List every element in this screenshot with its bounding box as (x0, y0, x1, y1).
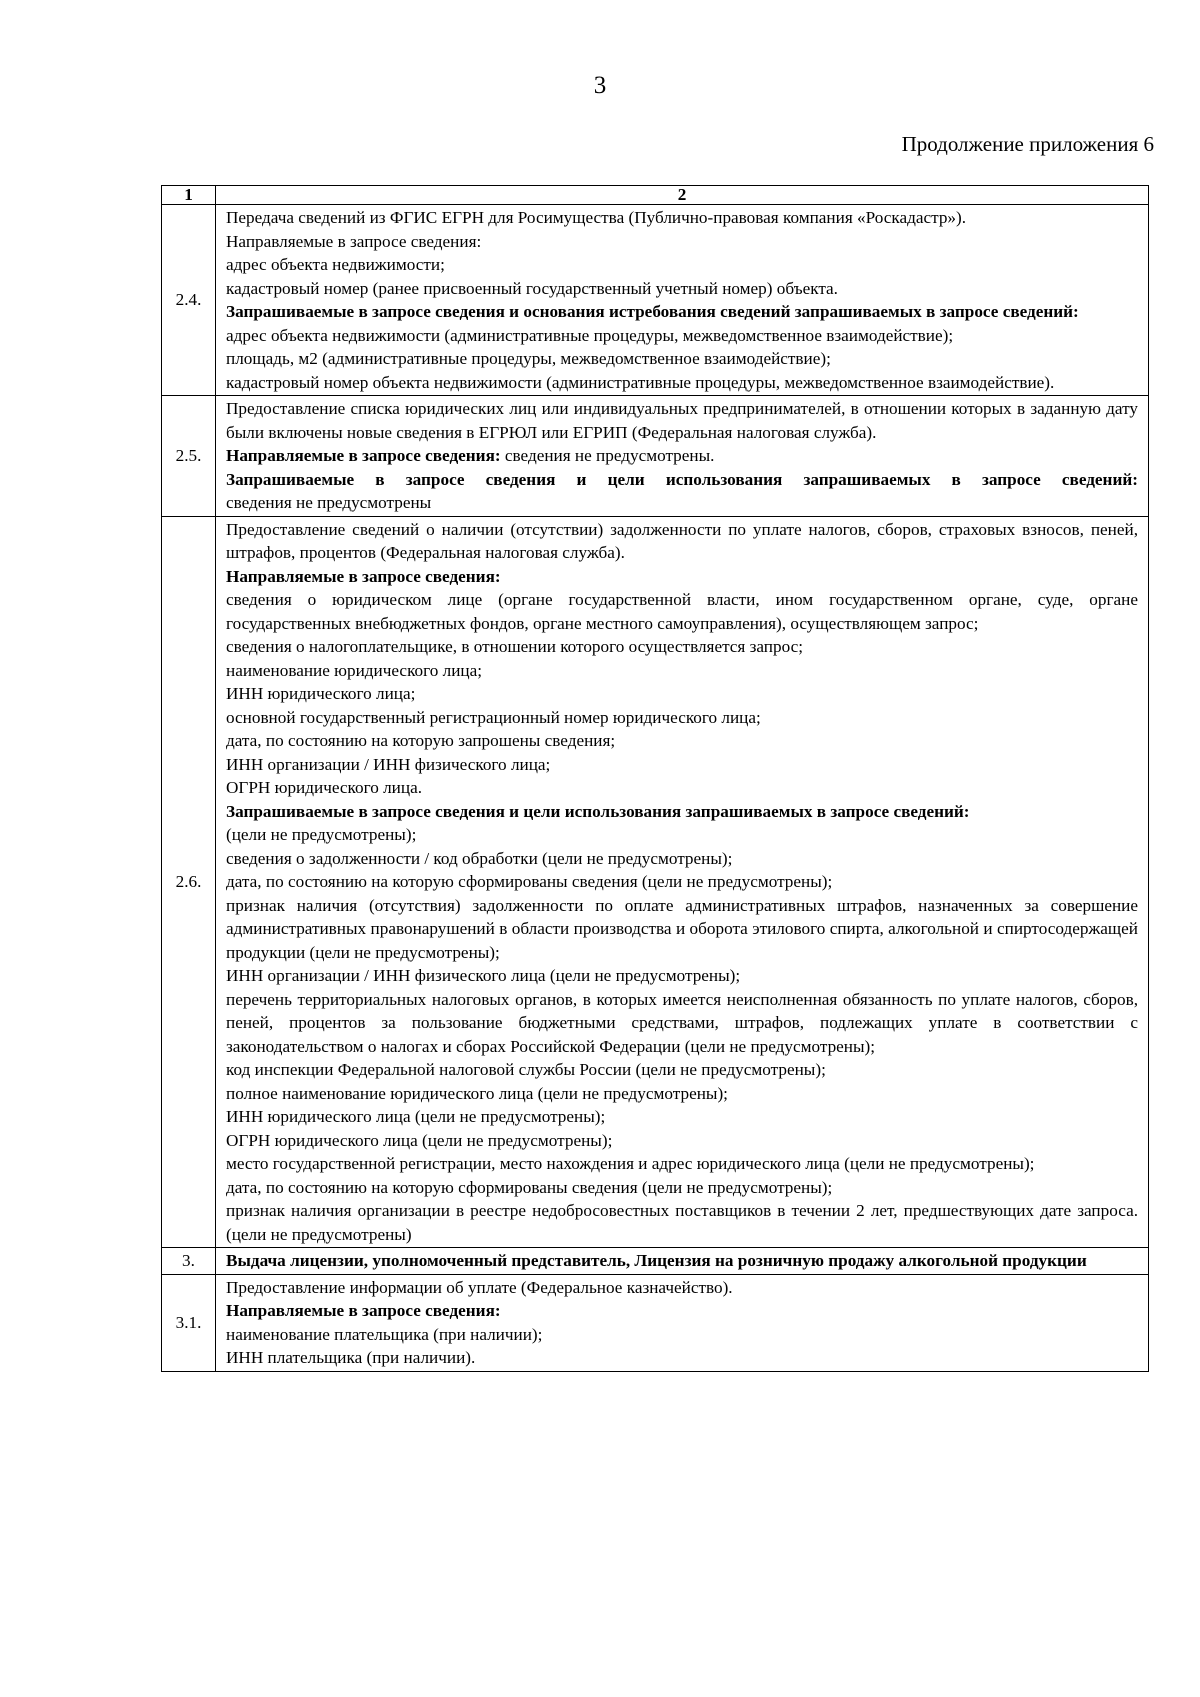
column-header-2: 2 (216, 186, 1149, 205)
row-line: ОГРН юридического лица. (226, 778, 423, 797)
row-line: ОГРН юридического лица (цели не предусмотрены); (226, 1130, 613, 1150)
row-line-bold: Направляемые в запросе сведения: (226, 1301, 501, 1320)
column-header-1: 1 (162, 186, 216, 205)
row-line: сведения о задолженности / код обработки (цели не предусмотрены); (226, 848, 733, 868)
row-line: ИНН организации / ИНН физического лица; (226, 754, 551, 774)
row-line: адрес объекта недвижимости (административные процедуры, межведомственное взаимодействие); (226, 325, 954, 345)
row-line: Предоставление сведений о наличии (отсутствии) задолженности по уплате налогов, сборов, страховых взносов, пеней, штрафов, процентов (Федеральная налоговая служба). (226, 519, 1138, 562)
table-row-2-5 (162, 396, 1149, 517)
row-line: дата, по состоянию на которую запрошены сведения; (226, 731, 616, 750)
row-line: кадастровый номер (ранее присвоенный государственный учетный номер) объекта. (226, 278, 838, 298)
row-line: перечень территориальных налоговых органов, в которых имеется неисполненная обязанность по уплате налогов, сборов, пеней, процентов за пользование бюджетными средствами, штрафов, подлежащих уплате в соответствии с законодательством о налогах и сборах Российской Федерации (цели не предусмотрены); (226, 989, 1138, 1056)
row-number: 2.6. (162, 516, 216, 1248)
row-line: основной государственный регистрационный номер юридического лица; (226, 707, 761, 727)
row-line: Предоставление информации об уплате (Федеральное казначейство). (226, 1277, 733, 1297)
row-description (216, 205, 1149, 396)
row-line: (цели не предусмотрены); (226, 825, 417, 844)
row-line: адрес объекта недвижимости; (226, 255, 445, 274)
row-line: наименование юридического лица; (226, 660, 483, 680)
row-line: признак наличия организации в реестре недобросовестных поставщиков в течении 2 лет, предшествующих дате запроса. (цели не предусмотрены) (226, 1201, 1138, 1244)
row-line-bold: Направляемые в запросе сведения: (226, 566, 501, 586)
row-line: кадастровый номер объекта недвижимости (административные процедуры, межведомственное взаимодействие). (226, 372, 1055, 392)
row-number: 3. (162, 1248, 216, 1275)
table-row-3-1 (162, 1274, 1149, 1371)
row-number: 3.1. (162, 1274, 216, 1371)
row-description (216, 1248, 1149, 1275)
row-line: сведения о налогоплательщике, в отношении которого осуществляется запрос; (226, 637, 804, 656)
row-line: Передача сведений из ФГИС ЕГРН для Росимущества (Публично-правовая компания «Роскадастр»). (226, 208, 967, 227)
row-line: дата, по состоянию на которую сформированы сведения (цели не предусмотрены); (226, 1177, 833, 1197)
row-line: Направляемые в запросе сведения: (226, 231, 482, 251)
row-line: ИНН юридического лица; (226, 684, 416, 703)
table-row-3 (162, 1248, 1149, 1275)
row-line: наименование плательщика (при наличии); (226, 1324, 543, 1344)
row-description (216, 516, 1149, 1248)
row-line: ИНН юридического лица (цели не предусмотрены); (226, 1107, 606, 1126)
row-line-mixed (226, 444, 1138, 468)
appendix-continuation-label: Продолжение приложения 6 (901, 132, 1154, 156)
row-line-bold: Запрашиваемые в запросе сведения и цели использования запрашиваемых в запросе сведений: (226, 801, 970, 821)
row-line: площадь, м2 (административные процедуры, межведомственное взаимодействие); (226, 349, 831, 368)
row-description (216, 1274, 1149, 1371)
row-line: полное наименование юридического лица (цели не предусмотрены); (226, 1083, 728, 1103)
row-line: ИНН плательщика (при наличии). (226, 1348, 476, 1367)
row-line-bold: Направляемые в запросе сведения: (226, 446, 501, 465)
row-line: ИНН организации / ИНН физического лица (цели не предусмотрены); (226, 966, 741, 985)
row-line: признак наличия (отсутствия) задолженности по оплате административных штрафов, назначенных за совершение административных правонарушений в области производства и оборота этилового спирта, алкогольной и спиртосодержащей продукции (цели не предусмотрены); (226, 895, 1138, 962)
row-line: дата, по состоянию на которую сформированы сведения (цели не предусмотрены); (226, 872, 833, 891)
requests-table (161, 185, 1149, 1372)
row-line-bold: Выдача лицензии, уполномоченный представитель, Лицензия на розничную продажу алкогольной продукции (226, 1251, 1087, 1270)
table-row-2-6 (162, 516, 1149, 1248)
row-number: 2.5. (162, 396, 216, 517)
row-line-bold: Запрашиваемые в запросе сведения и цели использования запрашиваемых в запросе сведений: (226, 469, 1138, 489)
row-line-bold: Запрашиваемые в запросе сведения и основания истребования сведений запрашиваемых в запросе сведений: (226, 302, 1079, 321)
row-line: Предоставление списка юридических лиц или индивидуальных предпринимателей, в отношении которых в заданную дату были включены новые сведения в ЕГРЮЛ или ЕГРИП (Федеральная налоговая служба). (226, 399, 1138, 442)
row-line: код инспекции Федеральной налоговой службы России (цели не предусмотрены); (226, 1060, 826, 1079)
table-header-row (162, 186, 1149, 205)
row-line: сведения не предусмотрены (226, 493, 432, 512)
page-number: 3 (593, 72, 607, 99)
row-line: место государственной регистрации, место нахождения и адрес юридического лица (цели не предусмотрены); (226, 1154, 1035, 1173)
row-description (216, 396, 1149, 517)
row-line: сведения о юридическом лице (органе государственной власти, ином государственном органе, суде, органе государственных внебюджетных фондов, органе местного самоуправления), осуществляющем запрос; (226, 590, 1138, 633)
row-number: 2.4. (162, 205, 216, 396)
table-row-2-4 (162, 205, 1149, 396)
row-line: сведения не предусмотрены. (504, 446, 715, 465)
